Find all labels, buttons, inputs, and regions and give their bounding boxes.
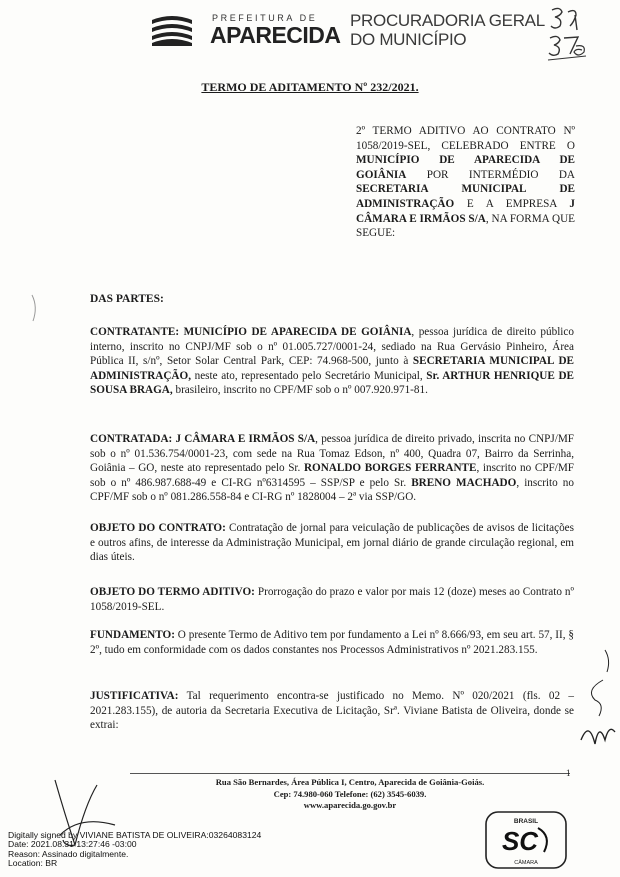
justificativa-text: Tal requerimento encontra-se justificado no Memo. Nº 020/2021 (fls. 02 – 2021.283.155), de autoria da Secretaria Executiva de Licitação, Srª. Viviane Batista de Oliveira, donde se extrai: (90, 690, 574, 732)
objeto-termo-label: OBJETO DO TERMO ADITIVO: (90, 586, 255, 598)
contratada-bold-2: BRENO MACHADO (411, 476, 517, 489)
objeto-label: OBJETO DO CONTRATO: (90, 522, 226, 534)
document-title: TERMO DE ADITAMENTO Nº 232/2021. (201, 80, 419, 94)
contratada-text-2: , inscrito no CPF/MF sob o nº 486.987.688-49 e CI-RG nº6314595 – SSP/SP e pelo Sr. (90, 462, 574, 489)
ementa-text-3: E A EMPRESA (454, 197, 570, 210)
ementa-paragraph (356, 124, 575, 241)
footer-divider (130, 773, 570, 774)
signature-line4: Location: BR (8, 858, 58, 869)
footer-line2: Cep: 74.980-060 Telefone: (62) 3545-6039. (273, 788, 427, 799)
contratante-text-2: neste ato, representado pelo Secretário Municipal, (191, 369, 427, 382)
objeto-text: Contratação de jornal para veiculação de publicações de avisos de licitações e outros afins, de interesse da Administração Municipal, em jornal diário de grande circulação regional, em dias úteis. (90, 522, 574, 564)
svg-text:SC: SC (501, 826, 539, 856)
svg-text:BRASIL: BRASIL (513, 818, 539, 825)
ementa-text-2: POR INTERMÉDIO DA (406, 168, 575, 181)
contratada-bold-1: RONALDO BORGES FERRANTE (303, 462, 477, 475)
signature-line2: Date: 2021.08.31 13:27:46 -03:00 (8, 839, 137, 850)
svg-text:CÂMARA: CÂMARA (514, 860, 538, 866)
contratante-text-1: , pessoa jurídica de direito público interno, inscrito no CNPJ/MF sob o nº 01.005.727/0001-24, sediado na Rua Gervásio Pinheiro, Área Pública II, s/nº, Setor Solar Central Park, CEP: 74.968-500, junto à (90, 326, 574, 368)
fundamento-paragraph (90, 628, 574, 657)
logo-prefeitura-text: PREFEITURA DE (212, 13, 318, 23)
footer-line3: www.aparecida.go.gov.br (303, 800, 397, 811)
fundamento-text: O presente Termo de Aditivo tem por fundamento a Lei nº 8.666/93, em seu art. 57, II, § 2º, tudo em conformidade com os dados constantes nos Processos Administrativos nº 2021.283.155. (90, 629, 574, 656)
signature-line3: Reason: Assinado digitalmente. (8, 848, 129, 859)
contratante-label: CONTRATANTE: MUNICÍPIO DE APARECIDA DE GOIÂNIA (90, 326, 412, 338)
footer-line1: Rua São Bernardes, Área Pública I, Centro, Aparecida de Goiânia-Goiás. (215, 777, 485, 787)
company-stamp-icon (480, 806, 572, 872)
contratante-text-3: brasileiro, inscrito no CPF/MF sob o nº 007.920.971-81. (172, 384, 428, 397)
office-name-line1: PROCURADORIA GERAL (350, 11, 545, 30)
office-name-line2: DO MUNICÍPIO (350, 30, 467, 49)
ementa-bold-3: J CÂMARA E IRMÃOS S/A (356, 197, 575, 225)
scan-margin-mark-icon (30, 293, 44, 323)
contratada-label: CONTRATADA: J CÂMARA E IRMÃOS S/A (90, 433, 316, 445)
logo-aparecida-text: APARECIDA (210, 22, 341, 48)
page-number: 1 (566, 768, 571, 778)
contratante-bold-2: Sr. ARTHUR HENRIQUE DE SOUSA BRAGA, (90, 369, 574, 397)
prefeitura-logo-emblem-icon (150, 14, 194, 46)
ementa-text-4: , NA FORMA QUE SEGUE: (356, 212, 575, 240)
section-heading-das-partes: DAS PARTES: (90, 293, 164, 305)
signature-line1: Digitally signed by VIVIANE BATISTA DE OLIVEIRA:03264083124 (8, 830, 262, 840)
contratante-paragraph (90, 325, 574, 398)
contratada-paragraph (90, 432, 574, 505)
handwritten-page-number-icon (546, 4, 590, 62)
objeto-contrato-paragraph (90, 521, 574, 565)
fundamento-label: FUNDAMENTO: (90, 629, 175, 641)
objeto-termo-paragraph (90, 585, 574, 614)
justificativa-label: JUSTIFICATIVA: (90, 690, 179, 702)
ementa-bold-2: SECRETARIA MUNICIPAL DE ADMINISTRAÇÃO (356, 183, 575, 210)
contratada-text-3: , inscrito no CPF/MF sob o nº 081.286.558-84 e CI-RG nº 1828004 – 2ª via SSP/GO. (90, 476, 574, 504)
handwritten-signature-icon (575, 640, 620, 775)
objeto-termo-text: Prorrogação do prazo e valor por mais 12 (doze) meses ao Contrato nº 1058/2019-SEL. (90, 586, 574, 613)
digital-signature-block (8, 831, 261, 869)
ementa-text-1: 2º TERMO ADITIVO AO CONTRATO Nº 1058/2019-SEL, CELEBRADO ENTRE O (356, 125, 575, 152)
contratada-text-1: , pessoa jurídica de direito privado, inscrita no CNPJ/MF sob o nº 01.536.754/0001-23, com sede na Rua Tomaz Edson, nº 400, Quadra 07, Bairro da Serrinha, Goiânia – GO, neste ato representado pelo Sr. (90, 433, 574, 475)
contratante-bold-1: SECRETARIA MUNICIPAL DE ADMINISTRAÇÃO, (90, 355, 574, 382)
justificativa-paragraph (90, 689, 574, 733)
ementa-bold-1: MUNICÍPIO DE APARECIDA DE GOIÂNIA (356, 154, 575, 181)
